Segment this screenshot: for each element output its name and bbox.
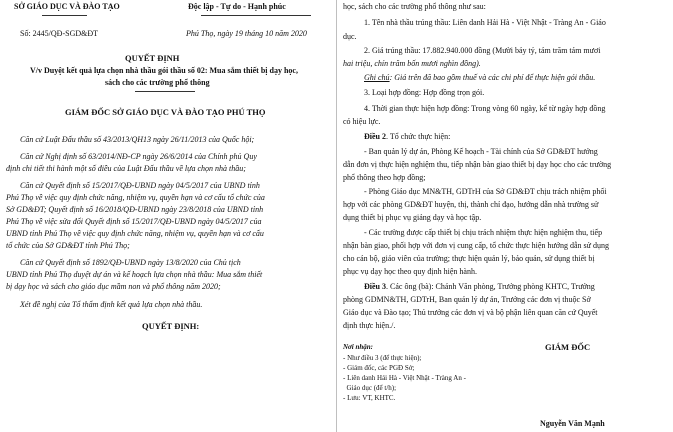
motto-underline bbox=[201, 15, 311, 16]
article-3-line-1 bbox=[364, 282, 595, 291]
signer-title: GIÁM ĐỐC bbox=[545, 342, 591, 352]
article-2-text: . Tổ chức thực hiện: bbox=[386, 132, 451, 141]
recipient-3: - Liên danh Hải Hà - Việt Nhật - Tràng An - bbox=[343, 374, 466, 382]
agency-name: SỞ GIÁO DỤC VÀ ĐÀO TẠO bbox=[14, 2, 120, 11]
legal-basis-3: Căn cứ Quyết định số 15/2017/QĐ-UBND ngày 04/5/2017 của UBND tỉnh bbox=[20, 181, 260, 190]
legal-basis-1: Căn cứ Luật Đấu thầu số 43/2013/QH13 ngày 26/11/2013 của Quốc hội; bbox=[20, 135, 255, 144]
motto: Độc lập - Tự do - Hạnh phúc bbox=[188, 2, 286, 11]
article-2-line-2: dẫn đơn vị thực hiện nghiệm thu, tiếp nhận bàn giao thiết bị dạy học cho các trường bbox=[343, 160, 612, 169]
recipient-1: - Như điều 3 (để thực hiện); bbox=[343, 354, 422, 362]
article-2-line-7: - Các trường được cấp thiết bị chịu trách nhiệm thực hiện nghiệm thu, tiếp bbox=[364, 228, 603, 237]
signer-name: Nguyễn Văn Mạnh bbox=[540, 419, 605, 428]
article-2-line-8: nhận bàn giao, phối hợp với đơn vị cung cấp, tổ chức thực hiện hướng dẫn sử dụng bbox=[343, 241, 609, 250]
contract-duration-line-1: 4. Thời gian thực hiện hợp đồng: Trong vòng 60 ngày, kể từ ngày hợp đồng bbox=[364, 104, 606, 113]
legal-basis-3-cont-2: Sở GD&ĐT; Quyết định số 16/2018/QĐ-UBND ngày 23/8/2018 của UBND tỉnh bbox=[6, 205, 264, 214]
article-2-line-10: phục vụ dạy học theo quy định hiện hành. bbox=[343, 267, 477, 276]
recipients-label: Nơi nhận: bbox=[343, 343, 374, 351]
recipient-2: - Giám đốc, các PGĐ Sở; bbox=[343, 364, 415, 372]
article-2-heading bbox=[364, 132, 450, 141]
legal-basis-3-cont-4: UBND tỉnh Phú Thọ về việc quy định chức năng, nhiệm vụ, quyền hạn và cơ cấu bbox=[6, 229, 264, 238]
article-3-text: . Các ông (bà): Chánh Văn phòng, Trưởng phòng KHTC, Trưởng bbox=[386, 282, 595, 291]
document-subject-line-2: sách cho các trường phổ thông bbox=[105, 78, 210, 87]
document-title: QUYẾT ĐỊNH bbox=[125, 53, 180, 63]
legal-basis-2-cont: định chi tiết thi hành một số điều của Luật Đấu thầu về lựa chọn nhà thầu; bbox=[6, 164, 246, 173]
recipient-3-cont: Giáo dục (để t/h); bbox=[343, 384, 397, 392]
contract-type: 3. Loại hợp đồng: Hợp đồng trọn gói. bbox=[364, 88, 485, 97]
recipient-4: - Lưu: VT, KHTC. bbox=[343, 394, 396, 402]
article-2-line-3: phổ thông theo hợp đồng; bbox=[343, 173, 426, 182]
winning-price-line-1: 2. Giá trúng thầu: 17.882.940.000 đồng (Mười bảy tỷ, tám trăm tám mươi bbox=[364, 46, 601, 55]
article-2-line-1: - Ban quản lý dự án, Phòng Kế hoạch - Tài chính của Sở GD&ĐT hướng bbox=[364, 147, 598, 156]
winning-price-line-2: hai triệu, chín trăm bốn mươi nghìn đồng). bbox=[343, 59, 481, 68]
article-3-line-3: Giáo dục và Đào tạo; Thủ trưởng các đơn vị và bộ phận liên quan căn cứ Quyết bbox=[343, 308, 598, 317]
legal-basis-4-cont-1: UBND tỉnh Phú Thọ duyệt dự án và kế hoạch lựa chọn nhà thầu: Mua sắm thiết bbox=[6, 270, 263, 279]
contract-duration-line-2: có hiệu lực. bbox=[343, 117, 381, 126]
price-note-text: : Giá trên đã bao gồm thuế và các chi phí để thực hiện gói thầu. bbox=[389, 73, 596, 82]
article-3-label: Điều 3 bbox=[364, 282, 386, 291]
agency-underline bbox=[42, 15, 87, 16]
decision-heading: QUYẾT ĐỊNH: bbox=[142, 321, 200, 331]
article-2-line-9: cho cán bộ, giáo viên của trường; thực hiện quản lý, bảo quản, sử dụng thiết bị bbox=[343, 254, 595, 263]
legal-basis-3-cont-3: Phú Thọ về việc sửa đổi Quyết định số 15/2017/QĐ-UBND ngày 04/5/2017 của bbox=[6, 217, 262, 226]
subject-underline bbox=[135, 91, 195, 92]
place-date: Phú Thọ, ngày 19 tháng 10 năm 2020 bbox=[186, 29, 307, 38]
price-note bbox=[364, 73, 595, 82]
article-2-line-4: - Phòng Giáo dục MN&TH, GDTrH của Sở GD&ĐT chịu trách nhiệm phối bbox=[364, 187, 607, 196]
legal-basis-3-cont-1: Phú Thọ về việc quy định chức năng, nhiệm vụ, quyền hạn và cơ cấu tổ chức của bbox=[6, 193, 265, 202]
article-2-line-5: hợp với các phòng GD&ĐT huyện, thị, thành chỉ đạo, hướng dẫn nhà trường sử bbox=[343, 200, 599, 209]
continued-line: học, sách cho các trường phổ thông như sau: bbox=[343, 2, 486, 11]
article-2-line-6: dụng thiết bị phục vụ giảng dạy và học tập. bbox=[343, 213, 482, 222]
page-divider bbox=[336, 0, 337, 432]
legal-basis-4: Căn cứ Quyết định số 1892/QĐ-UBND ngày 13/8/2020 của Chủ tịch bbox=[20, 258, 241, 267]
winning-bidder-line-2: dục. bbox=[343, 32, 357, 41]
document-number: Số: 2445/QĐ-SGD&ĐT bbox=[20, 29, 99, 38]
proposal-basis: Xét đề nghị của Tổ thẩm định kết quả lựa chọn nhà thầu. bbox=[20, 300, 203, 309]
legal-basis-4-cont-2: bị dạy học và sách cho giáo dục mầm non và phổ thông năm 2020; bbox=[6, 282, 221, 291]
article-2-label: Điều 2 bbox=[364, 132, 386, 141]
winning-bidder-line-1: 1. Tên nhà thầu trúng thầu: Liên danh Hải Hà - Việt Nhật - Tràng An - Giáo bbox=[364, 18, 606, 27]
issuing-authority: GIÁM ĐỐC SỞ GIÁO DỤC VÀ ĐÀO TẠO PHÚ THỌ bbox=[65, 107, 266, 117]
price-note-label: Ghi chú bbox=[364, 73, 390, 82]
article-3-line-4: định thực hiện./. bbox=[343, 321, 396, 330]
legal-basis-3-cont-5: tổ chức của Sở GD&ĐT tỉnh Phú Thọ; bbox=[6, 241, 130, 250]
article-3-line-2: phòng GDMN&TH, GDTrH, Ban quản lý dự án, Trưởng các đơn vị thuộc Sở bbox=[343, 295, 591, 304]
document-subject-line-1: V/v Duyệt kết quả lựa chọn nhà thầu gói thầu số 02: Mua sắm thiết bị dạy học, bbox=[30, 66, 298, 75]
legal-basis-2: Căn cứ Nghị định số 63/2014/NĐ-CP ngày 26/6/2014 của Chính phủ Quy bbox=[20, 152, 257, 161]
